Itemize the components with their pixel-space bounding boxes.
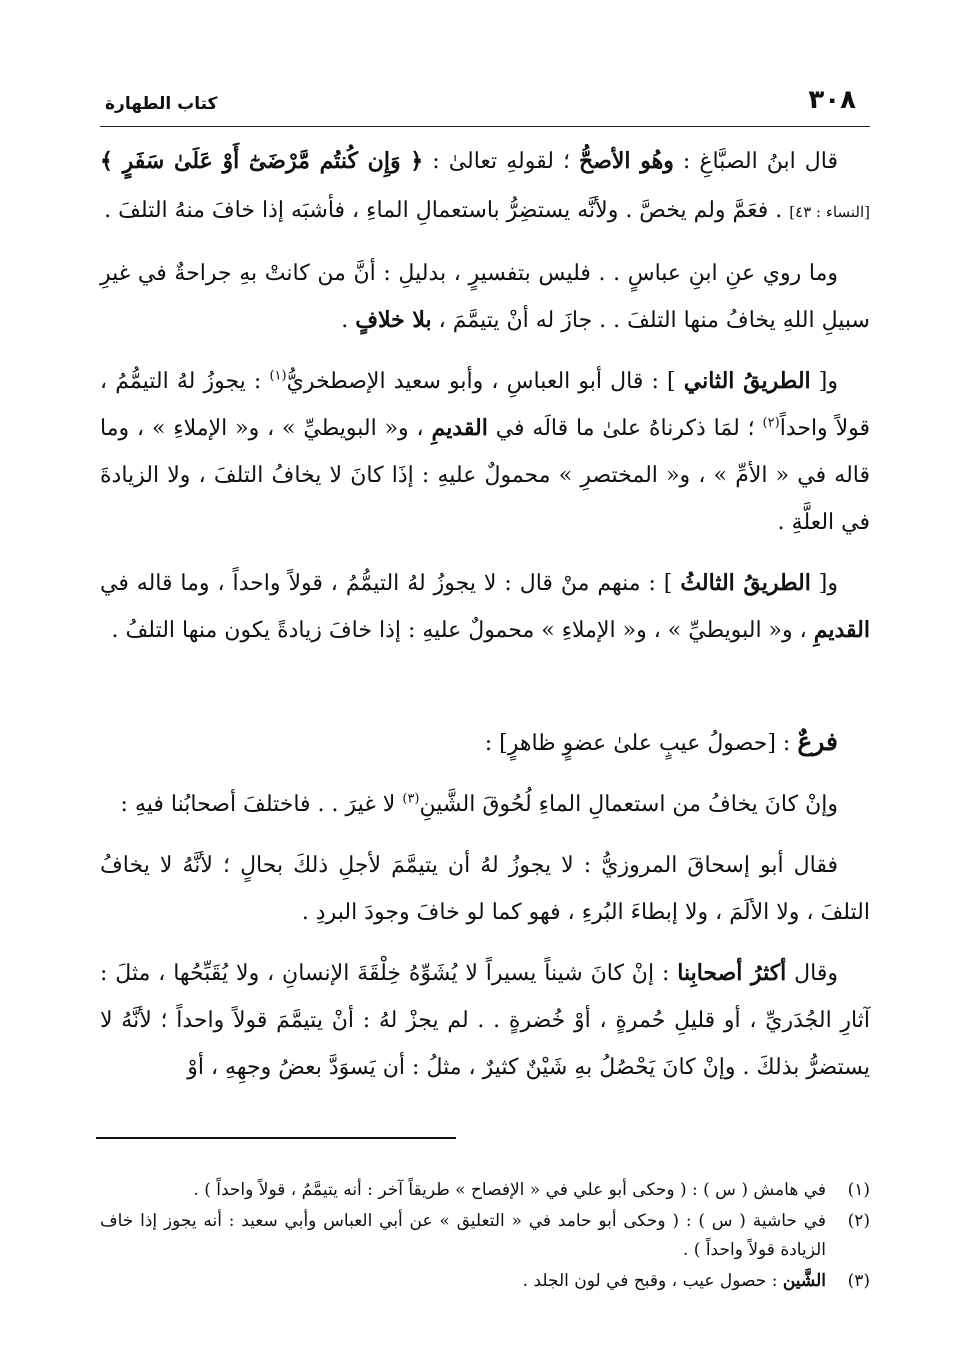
footnote-marker: (١) [269, 368, 287, 384]
footnote [100, 1176, 870, 1205]
footnote-marker: (٣) [402, 791, 420, 807]
running-header-title: كتاب الطهارة [105, 94, 218, 114]
text-run: : إنْ كانَ شيناً يسيراً لا يُشَوِّهُ خِلْقَةَ الإنسانِ ، ولا يُقَبِّحُها ، مثلَ : آثارِ الجُدَريِّ ، أو قليلِ حُمرةٍ ، أوْ خُضرةٍ . . لم يجزْ لهُ : أنْ يتيمَّمَ قولاً واحداً ؛ لأنَّهُ لا يستضرُّ بذلكَ . وإنْ كانَ يَحْصُلُ بهِ شَيْنٌ كثيرٌ ، مثلُ : أن يَسوَدَّ بعضُ وجهِهِ ، أوْ [100, 961, 870, 1080]
footnote-marker: (٢) [762, 415, 780, 431]
footnote-number: (١) [847, 1180, 870, 1200]
footnote-text [100, 1207, 826, 1265]
text-run: ] : قال أبو العباسِ ، وأبو سعيد الإصطخريُّ [286, 369, 684, 394]
text-run: وما روي عنِ ابنِ عباسٍ . . فليس بتفسيرٍ ، بدليلِ : أنَّ من كانتْ بهِ جراحةٌ في غيرِ سبيلِ اللهِ يخافُ منها التلفَ . . جازَ له أنْ يتيمَّمَ ، [100, 261, 870, 333]
paragraph [100, 250, 870, 344]
text-run: ] : منهم منْ قال : لا يجوزُ لهُ التيمُّمُ ، قولاً واحداً ، وما قاله في [100, 571, 681, 596]
main-text [100, 138, 870, 1105]
emphasis-text: القديمِ [813, 617, 870, 643]
text-run: . [341, 308, 356, 333]
text-run: و[ [810, 571, 839, 596]
header-rule [100, 126, 870, 127]
emphasis-text: أكثرُ أصحابِنا [677, 960, 787, 986]
text-run: وإنْ كانَ يخافُ من استعمالِ الماءِ لُحُوقَ الشَّينِ [419, 792, 838, 817]
paragraph-group-2 [100, 781, 870, 1091]
text-run: ، و« البويطيِّ » ، و« الإملاءِ » ، وما قاله في « الأمِّ » ، و« المختصرِ » محمولٌ عليهِ : إذَا كانَ لا يخافُ التلفَ ، ولا الزيادةَ في العلَّةِ . [100, 416, 870, 535]
text-run: . فعَمَّ ولم يخصَّ . ولأنَّه يستضِرُّ باستعمالِ الماءِ ، فأشبَه إذا خافَ منهُ التلفَ . [104, 198, 790, 223]
page-number: ٣٠٨ [808, 85, 856, 115]
text-run: ، و« البويطيِّ » ، و« الإملاءِ » محمولٌ عليهِ : إذا خافَ زيادةً يكون منها التلفُ . [111, 618, 814, 643]
text-run: لا غيرَ . . فاختلفَ أصحابُنا فيهِ : [120, 792, 403, 817]
quran-quote: ﴿ وَإِن كُنتُم مَّرْضَىٰٓ أَوْ عَلَىٰ سَفَرٍ ﴾ [100, 148, 424, 174]
footnote-number: (٢) [847, 1211, 870, 1231]
footnote-body: : حصول عيب ، وقبح في لون الجلد . [522, 1271, 783, 1291]
emphasis-text: القديمِ [431, 415, 488, 441]
footnote-text [100, 1176, 826, 1205]
emphasis-text: الطريقُ الثالثُ [680, 570, 811, 596]
text-run: فقال أبو إسحاقَ المروزيُّ : لا يجوزُ لهُ أن يتيمَّمَ لأجلِ ذلكَ بحالٍ ؛ لأنَّهُ لا يخافُ التلفَ ، ولا الألَمَ ، ولا إبطاءَ البُرءِ ، فهو كما لو خافَ وجودَ البردِ . [100, 853, 870, 925]
paragraph [100, 138, 870, 236]
text-run: وقال [786, 961, 839, 986]
text-run: قال ابنُ الصبَّاغِ : [673, 149, 839, 174]
footnote-text [100, 1267, 826, 1296]
branch-label: فرعٌ [797, 727, 838, 756]
text-run: [النساء : ٤٣] [789, 203, 870, 221]
emphasis-text: الطريقُ الثاني [683, 368, 811, 394]
paragraph [100, 950, 870, 1091]
footnote-rule [96, 1137, 456, 1139]
emphasis-text: وهُو الأصحُّ [579, 148, 674, 174]
footnote [100, 1267, 870, 1296]
footnote-body: في هامش ( س ) : ( وحكى أبو علي في « الإفصاح » طريقاً آخر : أنه يتيمَّمُ ، قولاً واحداً ) . [193, 1180, 826, 1200]
text-run: و[ [810, 369, 838, 394]
paragraph [100, 781, 870, 828]
footnote [100, 1207, 870, 1265]
text-run: ؛ لقولهِ تعالىٰ : [423, 149, 579, 174]
emphasis-text: بلا خلافٍ [355, 307, 432, 333]
paragraph [100, 842, 870, 936]
text-run: : يجوزُ لهُ التيمُّمُ ، قولاً واحداً [100, 369, 870, 441]
text-run: ؛ لمَا ذكرناهُ علىٰ ما قالَه في [487, 416, 763, 441]
paragraph-group-1 [100, 138, 870, 654]
paragraph [100, 358, 870, 546]
footnotes [100, 1176, 870, 1298]
paragraph [100, 560, 870, 654]
branch-title: : [حصولُ عيبٍ علىٰ عضوٍ ظاهرٍ] : [484, 731, 798, 756]
branch-heading [100, 718, 870, 767]
footnote-body: في حاشية ( س ) : ( وحكى أبو حامد في « التعليق » عن أبي العباس وأبي سعيد : أنه يجوز إذا خاف الزيادة قولاً واحداً ) . [100, 1211, 826, 1260]
footnote-number: (٣) [847, 1271, 870, 1291]
footnote-term: الشَّين [782, 1271, 826, 1291]
